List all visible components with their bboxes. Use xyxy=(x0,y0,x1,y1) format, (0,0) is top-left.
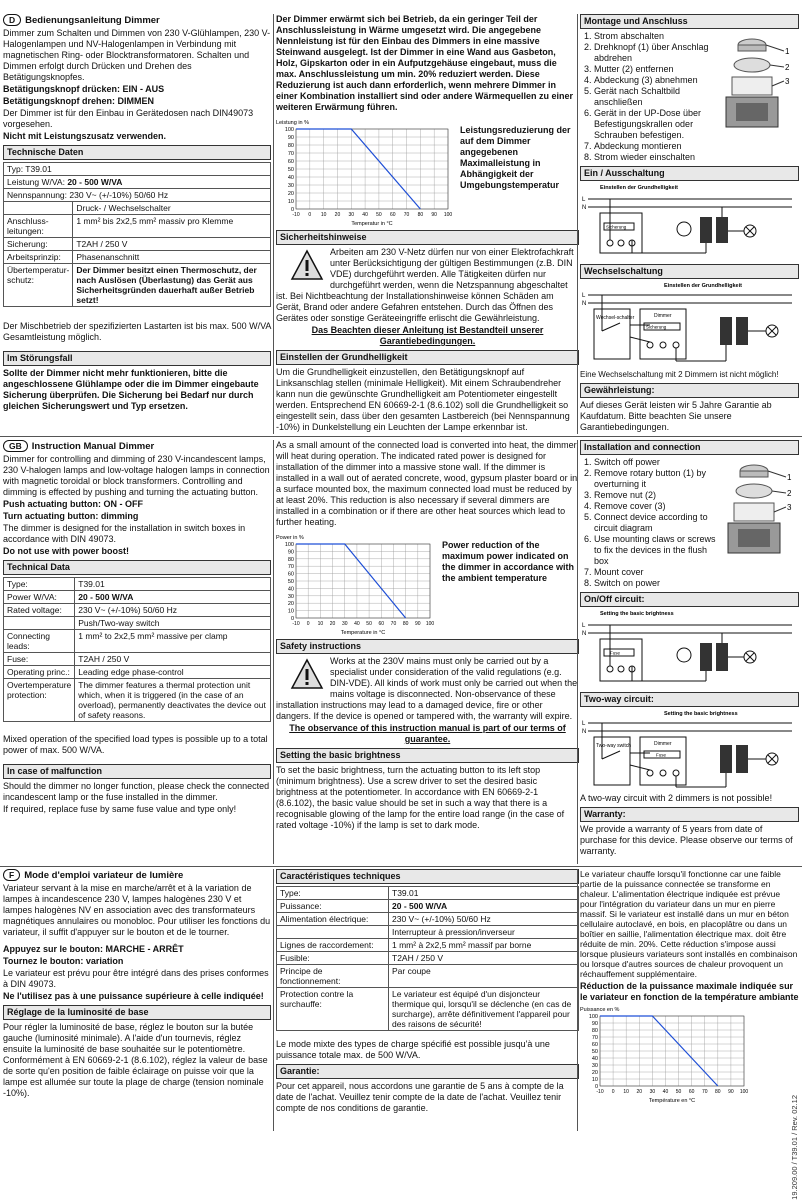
fr-basic-title: Réglage de la luminosité de base xyxy=(3,1005,271,1020)
divider xyxy=(0,866,802,867)
line-label: L xyxy=(582,721,586,727)
de-tech-7-v: Der Dimmer besitzt einen Thermoschutz, der nach Auslösen (Überlastung) das Gerät aus Sicherheitsgründen dauerhaft außer Betrieb setzt! xyxy=(73,264,271,307)
en-safety: Works at the 230V mains must only be carried out by a specialist under consideration of the valid regulations (e.g. DIN-VDE). All kinds of work must only be carried out when the mains voltage is disconnected. Non-observance of these installation instructions may lead to a damaged device, fire or other dangers. If the device is opened or tampered with, the warranty will expire. xyxy=(276,656,578,721)
de-warranty-title: Gewährleistung: xyxy=(580,383,799,398)
list-item: 3. Mutter (2) entfernen xyxy=(594,64,718,75)
chart-ytick-label: 40 xyxy=(287,175,294,181)
list-item: 4. Abdeckung (3) abnehmen xyxy=(594,75,718,86)
de-safety-title: Sicherheitshinweise xyxy=(276,230,579,245)
en-intro: Dimmer for controlling and dimming of 230 V-incandescent lamps, 230 V-halogen lamps and low-voltage halogen lamps in connection with magnetic toroidal or block transformers. Controlling and dimming is effected by pushing and turning the actuating button. xyxy=(3,454,270,497)
de-tech-2-v: 230 V~ (+/-10%) 50/60 Hz xyxy=(69,190,169,200)
mount-label-2: 2 xyxy=(787,489,792,498)
fuse-label: Fuse xyxy=(656,752,667,758)
en-col-2 xyxy=(276,440,579,864)
table-row xyxy=(4,264,271,307)
fr-tech-table xyxy=(276,886,579,1031)
de-install: Der Dimmer ist für den Einbau in Gerätedosen nach DIN49073 vorgesehen. xyxy=(3,108,254,129)
line-label: L xyxy=(582,293,586,299)
chart-ytick-label: 70 xyxy=(591,1035,598,1041)
list-item: 1. Strom abschalten xyxy=(594,31,718,42)
list-item: 1. Switch off power xyxy=(594,457,720,468)
neutral-label: N xyxy=(582,729,587,735)
chart-xtick-label: 90 xyxy=(431,212,437,218)
de-tech-5-v: T2AH / 250 V xyxy=(73,238,271,251)
en-safety-title: Safety instructions xyxy=(276,639,579,654)
table-row xyxy=(277,913,579,926)
en-twoway-caption: Setting the basic brightness xyxy=(664,711,738,717)
chart-ytick-label: 100 xyxy=(588,1014,598,1020)
en-chart-block xyxy=(276,532,579,636)
table-row xyxy=(277,939,579,952)
fr-tech-7-v: Le variateur est équipé d'un disjoncteur thermique qui, lorsqu'il se déclenche (en cas de surcharge), arrête définitivement l'appareil pour des raisons de sécurité! xyxy=(389,988,579,1031)
warning-icon xyxy=(290,249,324,281)
line-label: L xyxy=(582,623,586,629)
en-tech-table xyxy=(3,577,271,722)
en-onoff-caption: Setting the basic brightness xyxy=(600,611,674,617)
chart-xtick-label: -10 xyxy=(292,212,300,218)
chart-xtick-label: 60 xyxy=(688,1089,695,1095)
chart-ytick-label: 10 xyxy=(287,199,294,205)
de-tech-7-k: Übertemperatur-schutz: xyxy=(4,264,73,307)
en-warranty-title: Warranty: xyxy=(580,807,799,822)
table-row xyxy=(4,630,271,653)
neutral-label: N xyxy=(582,205,587,211)
chart-ytick-label: 50 xyxy=(591,1049,598,1055)
en-basic: To set the basic brightness, turn the actuating button to its left stop (minimum brightness). Use a screw driver to set the desired basic brightness at the potentiometer. In accordance with EN 60669-2-1 (8.6.102), the basic value should be set in such a way that there is a recognisable glowing of the lamp for the entire load range (in the case of rated voltage -10%) if the lamp is set to dark mode. xyxy=(276,765,565,830)
en-fault2: If required, replace fuse by same fuse value and type only! xyxy=(3,804,237,814)
en-twoway-title: Two-way circuit: xyxy=(580,692,799,707)
chart-xlabel: Temperature in °C xyxy=(340,630,386,636)
table-row xyxy=(4,591,271,604)
en-title: Instruction Manual Dimmer xyxy=(31,440,155,452)
table-row xyxy=(277,926,579,939)
chart-xtick-label: 20 xyxy=(329,621,336,627)
chart-ytick-label: 0 xyxy=(594,1084,598,1090)
column-divider xyxy=(577,869,578,1131)
chart-ytick-label: 0 xyxy=(290,616,294,622)
table-row xyxy=(277,965,579,988)
fr-turn: Tournez le bouton: variation xyxy=(3,956,124,966)
warning-icon xyxy=(290,658,324,690)
en-basic-title: Setting the basic brightness xyxy=(276,748,579,763)
mount-label-3: 3 xyxy=(787,503,792,512)
de-tech-4-v: 1 mm² bis 2x2,5 mm² massiv pro Klemme xyxy=(73,215,271,238)
table-row xyxy=(4,251,271,264)
de-safety-block xyxy=(276,247,579,347)
en-tech-6-v: Leading edge phase-control xyxy=(75,666,271,679)
en-fault: Should the dimmer no longer function, please check the connected incandescent lamp or the fuse installed in the dimmer. xyxy=(3,781,270,802)
chart-ytick-label: 60 xyxy=(287,159,294,165)
chart-xtick-label: 60 xyxy=(389,212,396,218)
en-tech-title: Technical Data xyxy=(3,560,271,575)
chart-ytick-label: 60 xyxy=(591,1042,598,1048)
chart-xtick-label: -10 xyxy=(292,621,300,627)
column-divider xyxy=(273,440,274,864)
en-col-1 xyxy=(3,440,271,864)
de-chart-block xyxy=(276,117,579,227)
fr-tech-4-k: Lignes de raccordement: xyxy=(277,939,389,952)
fr-tech-7-k: Protection contre la surchauffe: xyxy=(277,988,389,1031)
de-heat: Der Dimmer erwärmt sich bei Betrieb, da ein geringer Teil der Anschlussleistung in Wärme umgesetzt wird. Die angegebene Nennleistung ist für den Einbau des Dimmers in eine massive Steinwand ausgelegt. Ist der Dimmer in eine Wand aus Gasbeton, Holz, Gipskarton oder in ein Aufputzgehäuse eingebaut, muss die max. Anschlussleistung um min. 20% reduziert werden. Diese Reduzierung ist auch dann erforderlich, wenn mehrere Dimmer in einer Kombination installiert sind oder andere Wärmequellen zu einer weiteren Erwärmung führen. xyxy=(276,14,574,112)
chart-ytick-label: 60 xyxy=(287,571,294,578)
en-mixed: Mixed operation of the specified load types is possible up to a total power of max. 500 W/VA. xyxy=(3,734,268,755)
de-lang-badge: D xyxy=(3,14,21,26)
chart-ytick-label: 80 xyxy=(591,1028,598,1034)
table-row xyxy=(277,988,579,1031)
list-item: 8. Switch on power xyxy=(594,578,720,589)
column-divider xyxy=(273,14,274,434)
table-row xyxy=(4,238,271,251)
fr-warranty: Pour cet appareil, nous accordons une garantie de 5 ans à compte de la date de l'achat. Veuillez tenir compte de la date de l'achat. Veuillez tenir compte de nos conditions de garantie. xyxy=(276,1081,564,1113)
fr-tech-2-k: Alimentation électrique: xyxy=(277,913,389,926)
de-derating-chart xyxy=(276,117,454,227)
list-item: 5. Gerät nach Schaltbild anschließen xyxy=(594,86,718,108)
en-tech-1-v: 20 - 500 W/VA xyxy=(75,591,271,604)
list-item: 5. Connect device according to circuit diagram xyxy=(594,512,720,534)
twoway-switch-label: Wechsel-schalter xyxy=(596,315,635,321)
de-turn: Betätigungsknopf drehen: DIMMEN xyxy=(3,96,154,106)
chart-ylabel: Puissance en % xyxy=(580,1007,620,1013)
de-mount-steps xyxy=(580,31,718,163)
de-safety: Arbeiten am 230 V-Netz dürfen nur von einer Elektrofachkraft unter Berücksichtigung der gültigen Bestimmungen (z.B. DIN VDE) durchgeführt werden. Alle Tätigkeiten dürfen nur durchgeführt werden, wenn die Netzspannung abgeschaltet ist. Bei Nichtbeachtung der Installationshinweise können Schäden am Gerät, Brand oder andere Gefahren entstehen. Durch das Öffnen des Gerätes oder sonstige Geräteeingriffe erlischt die Gewährleistung. xyxy=(276,247,574,323)
chart-xtick-label: 80 xyxy=(715,1089,721,1095)
chart-xtick-label: 40 xyxy=(354,621,360,627)
en-tech-4-v: 1 mm² to 2x2,5 mm² massive per clamp xyxy=(75,630,271,653)
table-row xyxy=(4,176,271,189)
chart-ytick-label: 30 xyxy=(287,183,294,189)
de-twoway-title: Wechselschaltung xyxy=(580,264,799,279)
chart-ytick-label: 30 xyxy=(287,593,294,600)
fr-tech-6-v: Par coupe xyxy=(389,965,579,988)
de-twoway-diagram xyxy=(580,281,795,369)
fr-title: Mode d'emploi variateur de lumière xyxy=(24,869,184,881)
de-chart-note: Leistungsreduzierung der auf dem Dimmer angegebenen Maximalleistung in Abhängigkeit der Umgebungstemperatur xyxy=(460,125,571,190)
de-onoff-diagram xyxy=(580,183,795,261)
en-tech-7-v: The dimmer features a thermal protection unit which, when it is triggered (in the case of an overload), permanently deactivates the device out of safety reasons. xyxy=(75,679,271,722)
en-tech-5-k: Fuse: xyxy=(4,653,75,666)
list-item: 8. Strom wieder einschalten xyxy=(594,152,718,163)
de-tech-0-k: Typ: T39.01 xyxy=(4,163,271,176)
table-row xyxy=(4,653,271,666)
section-en xyxy=(0,440,802,864)
de-noboost: Nicht mit Leistungszusatz verwenden. xyxy=(3,131,167,141)
en-warranty: We provide a warranty of 5 years from date of purchase for this device. Please observe our terms of warranty. xyxy=(580,824,793,856)
chart-xtick-label: 10 xyxy=(317,621,324,627)
chart-xtick-label: 0 xyxy=(306,621,310,627)
fr-lang-badge: F xyxy=(3,869,20,881)
en-mount-steps xyxy=(580,457,720,589)
fr-tech-0-k: Type: xyxy=(277,887,389,900)
chart-ytick-label: 100 xyxy=(284,542,294,548)
fr-tech-1-v: 20 - 500 W/VA xyxy=(389,900,579,913)
en-onoff-title: On/Off circuit: xyxy=(580,592,799,607)
de-twoway-caption: Einstellen der Grundhelligkeit xyxy=(664,283,742,289)
en-tech-6-k: Operating princ.: xyxy=(4,666,75,679)
fr-tech-6-k: Principe de fonctionnement: xyxy=(277,965,389,988)
chart-ytick-label: 90 xyxy=(287,549,294,556)
dimmer-label: Dimmer xyxy=(654,313,672,319)
de-title: Bedienungsanleitung Dimmer xyxy=(25,14,160,26)
column-divider xyxy=(577,440,578,864)
table-row xyxy=(277,952,579,965)
en-onoff-diagram xyxy=(580,609,795,689)
en-chart-note: Power reduction of the maximum power indicated on the dimmer in accordance with the ambient temperature xyxy=(442,540,575,583)
de-onoff-title: Ein / Ausschaltung xyxy=(580,166,799,181)
chart-xtick-label: 30 xyxy=(348,212,355,218)
dimmer-exploded-illustration xyxy=(724,457,796,561)
chart-xtick-label: 0 xyxy=(308,212,312,218)
en-twoway-diagram xyxy=(580,709,795,793)
chart-xtick-label: 40 xyxy=(662,1089,669,1095)
neutral-label: N xyxy=(582,301,587,307)
list-item: 7. Abdeckung montieren xyxy=(594,141,718,152)
chart-ytick-label: 90 xyxy=(287,135,294,141)
fr-tech-3-v: Interrupteur à pression/inverseur xyxy=(389,926,579,939)
de-safety-bold: Das Beachten dieser Anleitung ist Bestandteil unserer Garantiebedingungen. xyxy=(311,325,544,346)
twoway-switch-label: Two-way switch xyxy=(596,743,632,749)
de-intro: Dimmer zum Schalten und Dimmen von 230 V-Glühlampen, 230 V-Halogenlampen und NV-Halogenlampen in Verbindung mit magnetischen Ring- oder Blocktransformatoren. Schalten und Dimmen erfolgt durch Drücken und Drehen des Betätigungsknopfes. xyxy=(3,28,271,82)
table-row xyxy=(4,202,271,215)
de-basic-title: Einstellen der Grundhelligkeit xyxy=(276,350,579,365)
en-col-3 xyxy=(580,440,799,864)
fr-intro: Variateur servant à la mise en marche/arrêt et à la variation de lampes à incandescence 230 V, lampes halogènes 230 V et lampes halogènes NV en association avec des transformateurs magnétiques annulaires ou monobloc. Pour utiliser les fonctions du variateur, il suffit d'appuyer sur le bouton et de le tourner. xyxy=(3,883,271,937)
fr-push: Appuyez sur le bouton: MARCHE - ARRÊT xyxy=(3,944,184,954)
fr-title-row xyxy=(3,869,271,881)
table-row xyxy=(4,666,271,679)
en-tech-0-v: T39.01 xyxy=(75,578,271,591)
column-divider xyxy=(273,869,274,1131)
chart-xtick-label: 100 xyxy=(443,212,453,218)
fr-mixed: Le mode mixte des types de charge spécifié est possible jusqu'à une puissance totale max. de 500 W/VA. xyxy=(276,1039,550,1060)
chart-xtick-label: 20 xyxy=(334,212,341,218)
fuse-label: Fuse xyxy=(610,650,621,656)
chart-xtick-label: 100 xyxy=(425,621,435,627)
chart-xtick-label: 70 xyxy=(701,1089,708,1095)
table-row xyxy=(277,887,579,900)
mount-label-1: 1 xyxy=(785,47,790,56)
chart-xtick-label: 90 xyxy=(728,1089,734,1095)
de-push: Betätigungsknopf drücken: EIN - AUS xyxy=(3,84,165,94)
de-tech-6-v: Phasenanschnitt xyxy=(73,251,271,264)
chart-xtick-label: 60 xyxy=(378,621,385,627)
fr-tech-5-v: T2AH / 250 V xyxy=(389,952,579,965)
en-mount-block xyxy=(580,457,799,589)
chart-ytick-label: 10 xyxy=(591,1077,598,1083)
fuse-label: Sicherung xyxy=(646,324,667,330)
dimmer-label: Dimmer xyxy=(654,741,672,747)
de-mount-block xyxy=(580,31,799,163)
en-fault-title: In case of malfunction xyxy=(3,764,271,779)
chart-xtick-label: 70 xyxy=(403,212,410,218)
fr-chart-note: Réduction de la puissance maximale indiquée sur le variateur en fonction de la température ambiante xyxy=(580,981,799,1002)
chart-ytick-label: 10 xyxy=(287,608,294,615)
en-tech-3-v: Push/Two-way switch xyxy=(75,617,271,630)
chart-ytick-label: 50 xyxy=(287,167,294,173)
chart-xtick-label: 0 xyxy=(611,1089,615,1095)
mount-label-2: 2 xyxy=(785,63,790,72)
de-tech-title: Technische Daten xyxy=(3,145,271,160)
de-tech-3-k xyxy=(4,202,73,215)
chart-xlabel: Temperatur in °C xyxy=(351,221,393,227)
de-warranty: Auf dieses Gerät leisten wir 5 Jahre Garantie ab Kaufdatum. Bitte beachten Sie unsere Garantiebedingungen. xyxy=(580,400,772,432)
list-item: 2. Remove rotary button (1) by overturning it xyxy=(594,468,720,490)
chart-xtick-label: 50 xyxy=(675,1089,682,1095)
chart-ytick-label: 20 xyxy=(591,1070,598,1076)
en-lang-badge: GB xyxy=(3,440,28,452)
fr-basic: Pour régler la luminosité de base, réglez le bouton sur la butée gauche (luminosité minimale). A l'aide d'un tournevis, réglez ensuite la luminosité de base souhaitée sur le potentiomètre. Conformément à EN 60669-2-1 (8.6.102), réglez la valeur de base de sorte qu'en position de faible éclairage on puisse voir que la lampe est allumée sur toute la plage de charge (tension nominale -10%). xyxy=(3,1022,268,1098)
de-tech-5-k: Sicherung: xyxy=(4,238,73,251)
fuse-label: Sicherung xyxy=(606,224,627,230)
chart-ytick-label: 40 xyxy=(591,1056,598,1062)
chart-ylabel: Leistung in % xyxy=(276,120,310,126)
neutral-label: N xyxy=(582,631,587,637)
chart-xtick-label: -10 xyxy=(596,1089,604,1095)
en-tech-3-k xyxy=(4,617,75,630)
de-mixed: Der Mischbetrieb der spezifizierten Lastarten ist bis max. 500 W/VA Gesamtleistung möglich. xyxy=(3,321,271,342)
de-tech-3-v: Druck- / Wechselschalter xyxy=(73,202,271,215)
de-onoff-caption: Einstellen der Grundhelligkeit xyxy=(600,185,678,191)
fr-install: Le variateur est prévu pour être intégré dans des prises conformes à DIN 49073. xyxy=(3,968,269,989)
fr-derating-chart xyxy=(580,1004,750,1104)
list-item: 7. Mount cover xyxy=(594,567,720,578)
en-derating-chart xyxy=(276,532,436,636)
table-row xyxy=(4,163,271,176)
en-tech-1-k: Power W/VA: xyxy=(4,591,75,604)
list-item: 2. Drehknopf (1) über Anschlag abdrehen xyxy=(594,42,718,64)
de-fault: Sollte der Dimmer nicht mehr funktionieren, bitte die angeschlossene Glühlampe oder die im Dimmer eingebaute Sicherung überprüfen. Die Sicherung bei Bedarf nur durch gleichen Sicherungswert und Typ ersetzen. xyxy=(3,368,259,411)
fr-tech-5-k: Fusible: xyxy=(277,952,389,965)
de-tech-2-k: Nennspannung: xyxy=(7,190,68,200)
chart-ytick-label: 80 xyxy=(287,556,294,563)
table-row xyxy=(4,189,271,202)
list-item: 4. Remove cover (3) xyxy=(594,501,720,512)
en-tech-5-v: T2AH / 250 V xyxy=(75,653,271,666)
chart-xtick-label: 10 xyxy=(623,1089,629,1095)
chart-ytick-label: 100 xyxy=(284,127,294,133)
en-tech-2-v: 230 V~ (+/-10%) 50/60 Hz xyxy=(75,604,271,617)
chart-xtick-label: 10 xyxy=(320,212,327,218)
en-mount-title: Installation and connection xyxy=(580,440,799,455)
en-tech-4-k: Connecting leads: xyxy=(4,630,75,653)
chart-xtick-label: 30 xyxy=(649,1089,656,1095)
chart-xtick-label: 50 xyxy=(366,621,372,627)
table-row xyxy=(4,617,271,630)
en-noboost: Do not use with power boost! xyxy=(3,546,129,556)
en-twoway-note: A two-way circuit with 2 dimmers is not possible! xyxy=(580,793,773,803)
fr-tech-2-v: 230 V~ (+/-10%) 50/60 Hz xyxy=(389,913,579,926)
fr-noboost: Ne l'utilisez pas à une puissance supérieure à celle indiquée! xyxy=(3,991,264,1001)
fr-heat: Le variateur chauffe lorsqu'il fonctionne car une faible partie de la puissance connectée se transforme en chaleur. L'alimentation électrique indiquée est prévue pour l'intégration du variateur dans un mur en pierre massif. Si le variateur est installé dans un mur en béton cellulaire autoclavé, en bois, en placoplâtre ou dans un boîtier en saillie, l'alimentation électrique max. doit être réduite de min. 20%. Cette réduction s'impose aussi lorsque plusieurs variateurs sont installés en combinaison ou lorsque d'autres sources de chaleur provoquent un réchauffement supplémentaire. xyxy=(580,869,798,979)
fr-col-3 xyxy=(580,869,799,1131)
chart-ytick-label: 30 xyxy=(591,1063,598,1069)
table-row xyxy=(4,604,271,617)
dimmer-exploded-illustration xyxy=(722,31,794,135)
chart-xtick-label: 80 xyxy=(417,212,424,218)
table-row xyxy=(4,215,271,238)
chart-xtick-label: 80 xyxy=(402,621,409,627)
chart-ytick-label: 20 xyxy=(287,601,294,608)
list-item: 6. Gerät in der UP-Dose über Befestigungskrallen oder Schrauben befestigen. xyxy=(594,108,718,141)
en-tech-0-k: Type: xyxy=(4,578,75,591)
de-tech-1-k: Leistung W/VA: xyxy=(7,177,65,187)
chart-xtick-label: 100 xyxy=(739,1089,749,1095)
en-safety-block xyxy=(276,656,579,745)
column-divider xyxy=(577,14,578,434)
de-tech-table xyxy=(3,162,271,307)
section-de xyxy=(0,14,802,434)
de-basic: Um die Grundhelligkeit einzustellen, den Betätigungsknopf auf Linksanschlag stellen (minimale Helligkeit). Mit einem Schraubendreher kann nun die gewünschte Grundhelligkeit am Potentiometer eingestellt werden. Entsprechend EN 60669-2-1 (8.6.102) soll die Grundhelligkeit so eingestellt sein, dass über den gesamten Lastbereich (bei Nennspannung -10%) in Dunkelstellung ein Leuchten der Lampe erkennbar ist. xyxy=(276,367,570,432)
de-tech-1-v: 20 - 500 W/VA xyxy=(67,177,123,187)
table-row xyxy=(4,679,271,722)
en-push: Push actuating button: ON - OFF xyxy=(3,499,143,509)
fr-tech-1-k: Puissance: xyxy=(277,900,389,913)
de-title-row xyxy=(3,14,271,26)
line-label: L xyxy=(582,197,586,203)
mount-label-1: 1 xyxy=(787,473,792,482)
fr-tech-4-v: 1 mm² à 2x2,5 mm² massif par borne xyxy=(389,939,579,952)
doc-code: 19.209.00 / T39.01 / Rev. 02.12 xyxy=(790,1095,799,1200)
en-tech-2-k: Rated voltage: xyxy=(4,604,75,617)
de-tech-4-k: Anschluss-leitungen: xyxy=(4,215,73,238)
de-fault-title: Im Störungsfall xyxy=(3,351,271,366)
chart-ytick-label: 90 xyxy=(591,1021,598,1027)
list-item: 6. Use mounting claws or screws to fix the devices in the flush box xyxy=(594,534,720,567)
en-install: The dimmer is designed for the installation in switch boxes in accordance with DIN 49073. xyxy=(3,523,246,544)
de-mount-title: Montage und Anschluss xyxy=(580,14,799,29)
chart-ytick-label: 20 xyxy=(287,191,294,197)
de-col-3 xyxy=(580,14,799,434)
en-turn: Turn actuating button: dimming xyxy=(3,511,139,521)
en-tech-7-k: Overtemperature protection: xyxy=(4,679,75,722)
list-item: 3. Remove nut (2) xyxy=(594,490,720,501)
chart-ylabel: Power in % xyxy=(276,535,304,541)
de-tech-6-k: Arbeitsprinzip: xyxy=(4,251,73,264)
fr-tech-3-k xyxy=(277,926,389,939)
de-col-1 xyxy=(3,14,271,434)
chart-ytick-label: 0 xyxy=(290,207,294,213)
de-col-2 xyxy=(276,14,579,434)
chart-xtick-label: 20 xyxy=(636,1089,643,1095)
fr-warranty-title: Garantie: xyxy=(276,1064,579,1079)
chart-xtick-label: 40 xyxy=(362,212,368,218)
en-title-row xyxy=(3,440,271,452)
table-row xyxy=(277,900,579,913)
en-heat: As a small amount of the connected load is converted into heat, the dimmer will heat during operation. The indicated rated power is designed for installation of the dimmer into a massive stone wall. If the dimmer is installed in a wall out of aerated concrete, wood, gypsum plaster board or in a surface mounted box, the maximum connected load must be reduced by at least 20%. This reduction is also necessary if several dimmers are installed in a combination or if there are other heat sources which lead to further heating. xyxy=(276,440,578,527)
chart-ytick-label: 80 xyxy=(287,143,294,149)
en-safety-bold: The observance of this instruction manual is part of our terms of guarantee. xyxy=(289,723,566,744)
fr-tech-0-v: T39.01 xyxy=(389,887,579,900)
table-row xyxy=(4,578,271,591)
chart-ytick-label: 70 xyxy=(287,151,294,157)
fr-col-1 xyxy=(3,869,271,1131)
chart-ytick-label: 40 xyxy=(287,586,294,593)
fr-tech-title: Caractéristiques techniques xyxy=(276,869,579,884)
chart-ytick-label: 70 xyxy=(287,564,294,571)
chart-xtick-label: 30 xyxy=(341,621,348,627)
mount-label-3: 3 xyxy=(785,77,790,86)
fr-col-2 xyxy=(276,869,579,1131)
de-twoway-note: Eine Wechselschaltung mit 2 Dimmern ist nicht möglich! xyxy=(580,370,779,379)
chart-xlabel: Température en °C xyxy=(648,1098,696,1104)
chart-xtick-label: 70 xyxy=(390,621,397,627)
section-fr xyxy=(0,869,802,1200)
chart-xtick-label: 50 xyxy=(376,212,382,218)
chart-xtick-label: 90 xyxy=(415,621,421,627)
chart-ytick-label: 50 xyxy=(287,579,294,585)
divider xyxy=(0,436,802,437)
